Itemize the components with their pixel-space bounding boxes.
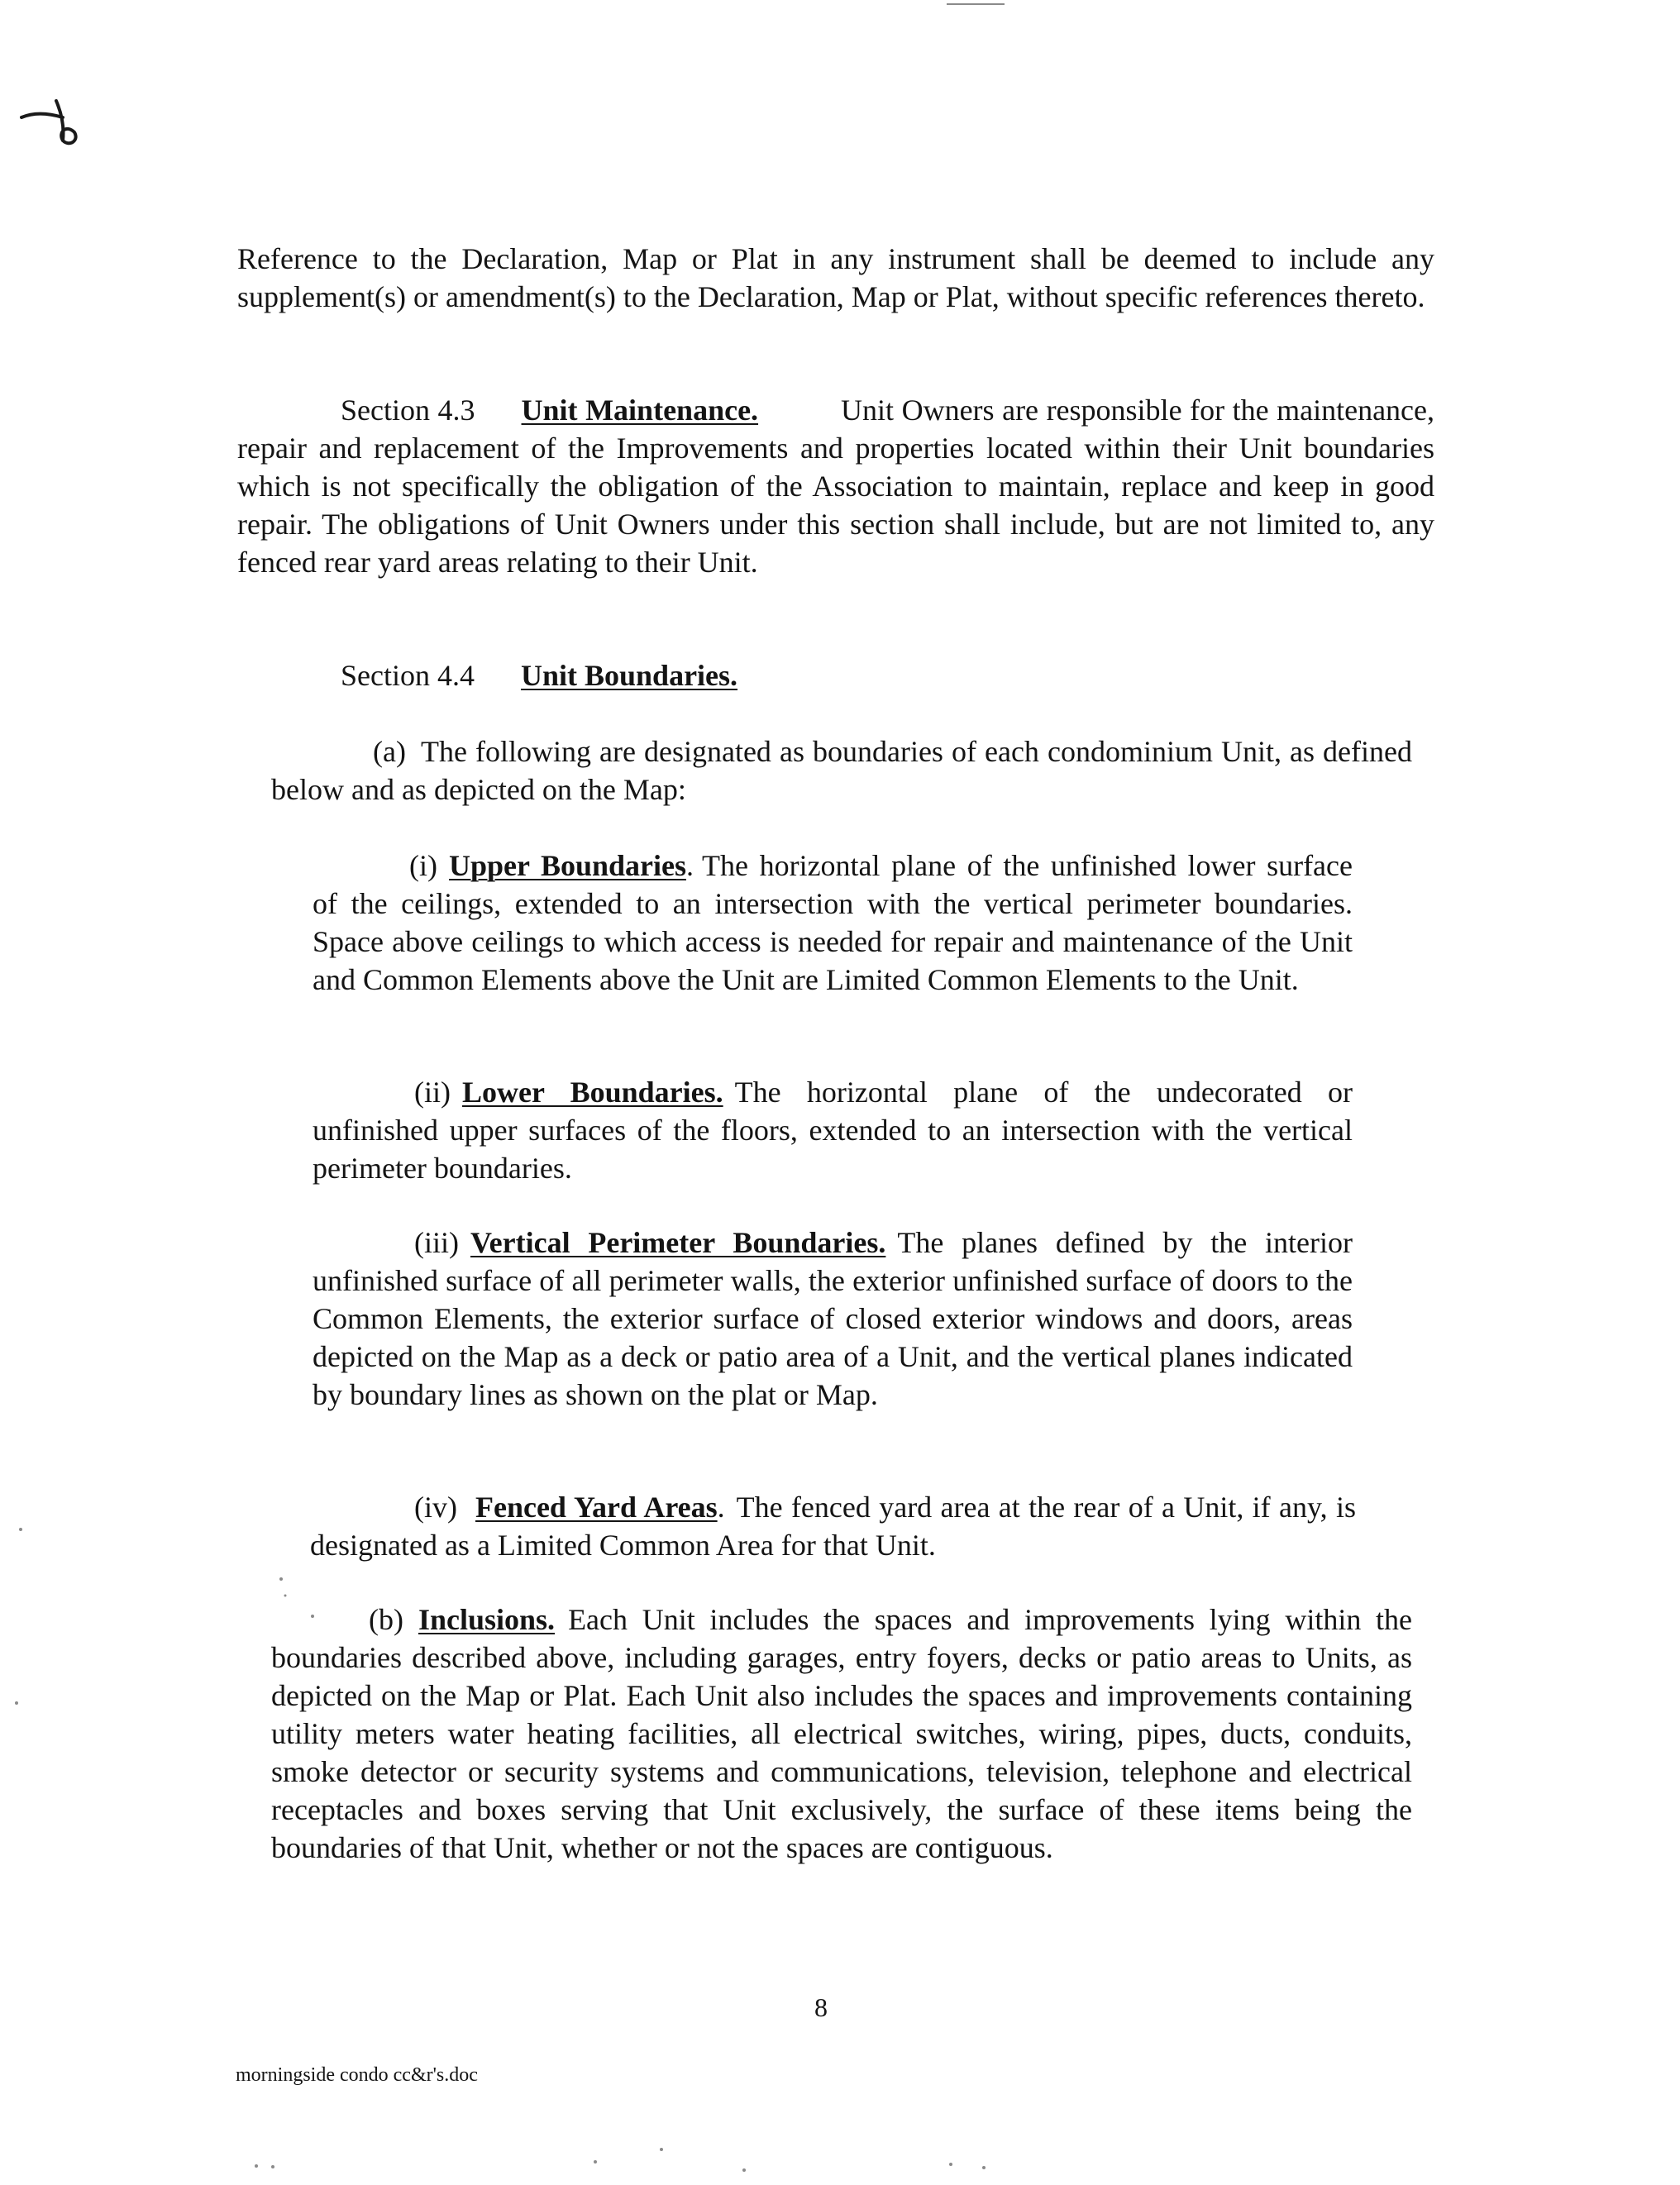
item-iv-label: (iv)	[414, 1491, 457, 1524]
item-ii-body: The horizontal plane of the undecorated or unfinished upper surfaces of the floors, extended to an intersection with the vertical perimeter boundaries.	[313, 1076, 1353, 1185]
item-ii-label: (ii)	[414, 1076, 451, 1109]
footer-filename: morningside condo cc&r's.doc	[236, 2064, 478, 2086]
paragraph-b-body: Each Unit includes the spaces and improvements lying within the boundaries described above, including garages, entry foyers, decks or patio areas to Units, as depicted on the Map or Plat. Each Unit also includes the spaces and improvements containing utility meters water heating facilities, all electrical switches, wiring, pipes, ducts, conduits, smoke detector or security systems and communications, television, telephone and electrical receptacles and boxes serving that Unit exclusively, the surface of these items being the boundaries of that Unit, whether or not the spaces are contiguous.	[271, 1603, 1412, 1864]
paragraph-b-heading: Inclusions.	[418, 1603, 556, 1636]
item-i-label: (i)	[409, 849, 437, 882]
paragraph-a-body: The following are designated as boundaries of each condominium Unit, as defined below and as depicted on the Map:	[271, 735, 1412, 806]
item-iii-heading: Vertical Perimeter Boundaries.	[470, 1226, 886, 1259]
section-4-4-heading: Unit Boundaries.	[520, 659, 738, 692]
paragraph-b-label: (b)	[369, 1603, 403, 1636]
page-number: 8	[814, 1992, 828, 2022]
item-iv-heading: Fenced Yard Areas	[475, 1491, 718, 1524]
section-4-4-number: Section 4.4	[341, 659, 475, 692]
section-4-3-heading: Unit Maintenance.	[521, 394, 759, 427]
item-ii-heading: Lower Boundaries.	[461, 1076, 723, 1109]
item-iv-punct: .	[717, 1491, 725, 1524]
item-i-punct: .	[686, 849, 694, 882]
item-iii-label: (iii)	[414, 1226, 459, 1259]
item-i-heading: Upper Boundaries	[448, 849, 686, 882]
item-i-body: The horizontal plane of the unfinished lower surface of the ceilings, extended to an intersection with the vertical perimeter boundaries. Space above ceilings to which access is needed for repair and maintenance of the Unit and Common Elements above the Unit are Limited Common Elements to the Unit.	[313, 849, 1353, 996]
section-4-3-body: Unit Owners are responsible for the maintenance, repair and replacement of the Improvements and properties located within their Unit boundaries which is not specifically the obligation of the Association to maintain, replace and keep in good repair. The obligations of Unit Owners under this section shall include, but are not limited to, any fenced rear yard areas relating to their Unit.	[237, 394, 1435, 579]
item-iv-body: The fenced yard area at the rear of a Unit, if any, is designated as a Limited Common Area for that Unit.	[310, 1491, 1357, 1562]
item-iii-body: The planes defined by the interior unfinished surface of all perimeter walls, the exterior unfinished surface of doors to the Common Elements, the exterior surface of closed exterior windows and doors, areas depicted on the Map as a deck or patio area of a Unit, and the vertical planes indicated by boundary lines as shown on the plat or Map.	[313, 1226, 1353, 1411]
paragraph-a-label: (a)	[373, 735, 406, 768]
reference-paragraph: Reference to the Declaration, Map or Plat in any instrument shall be deemed to include any supplement(s) or amendment(s) to the Declaration, Map or Plat, without specific references thereto.	[237, 242, 1434, 313]
section-4-3-number: Section 4.3	[341, 394, 475, 427]
